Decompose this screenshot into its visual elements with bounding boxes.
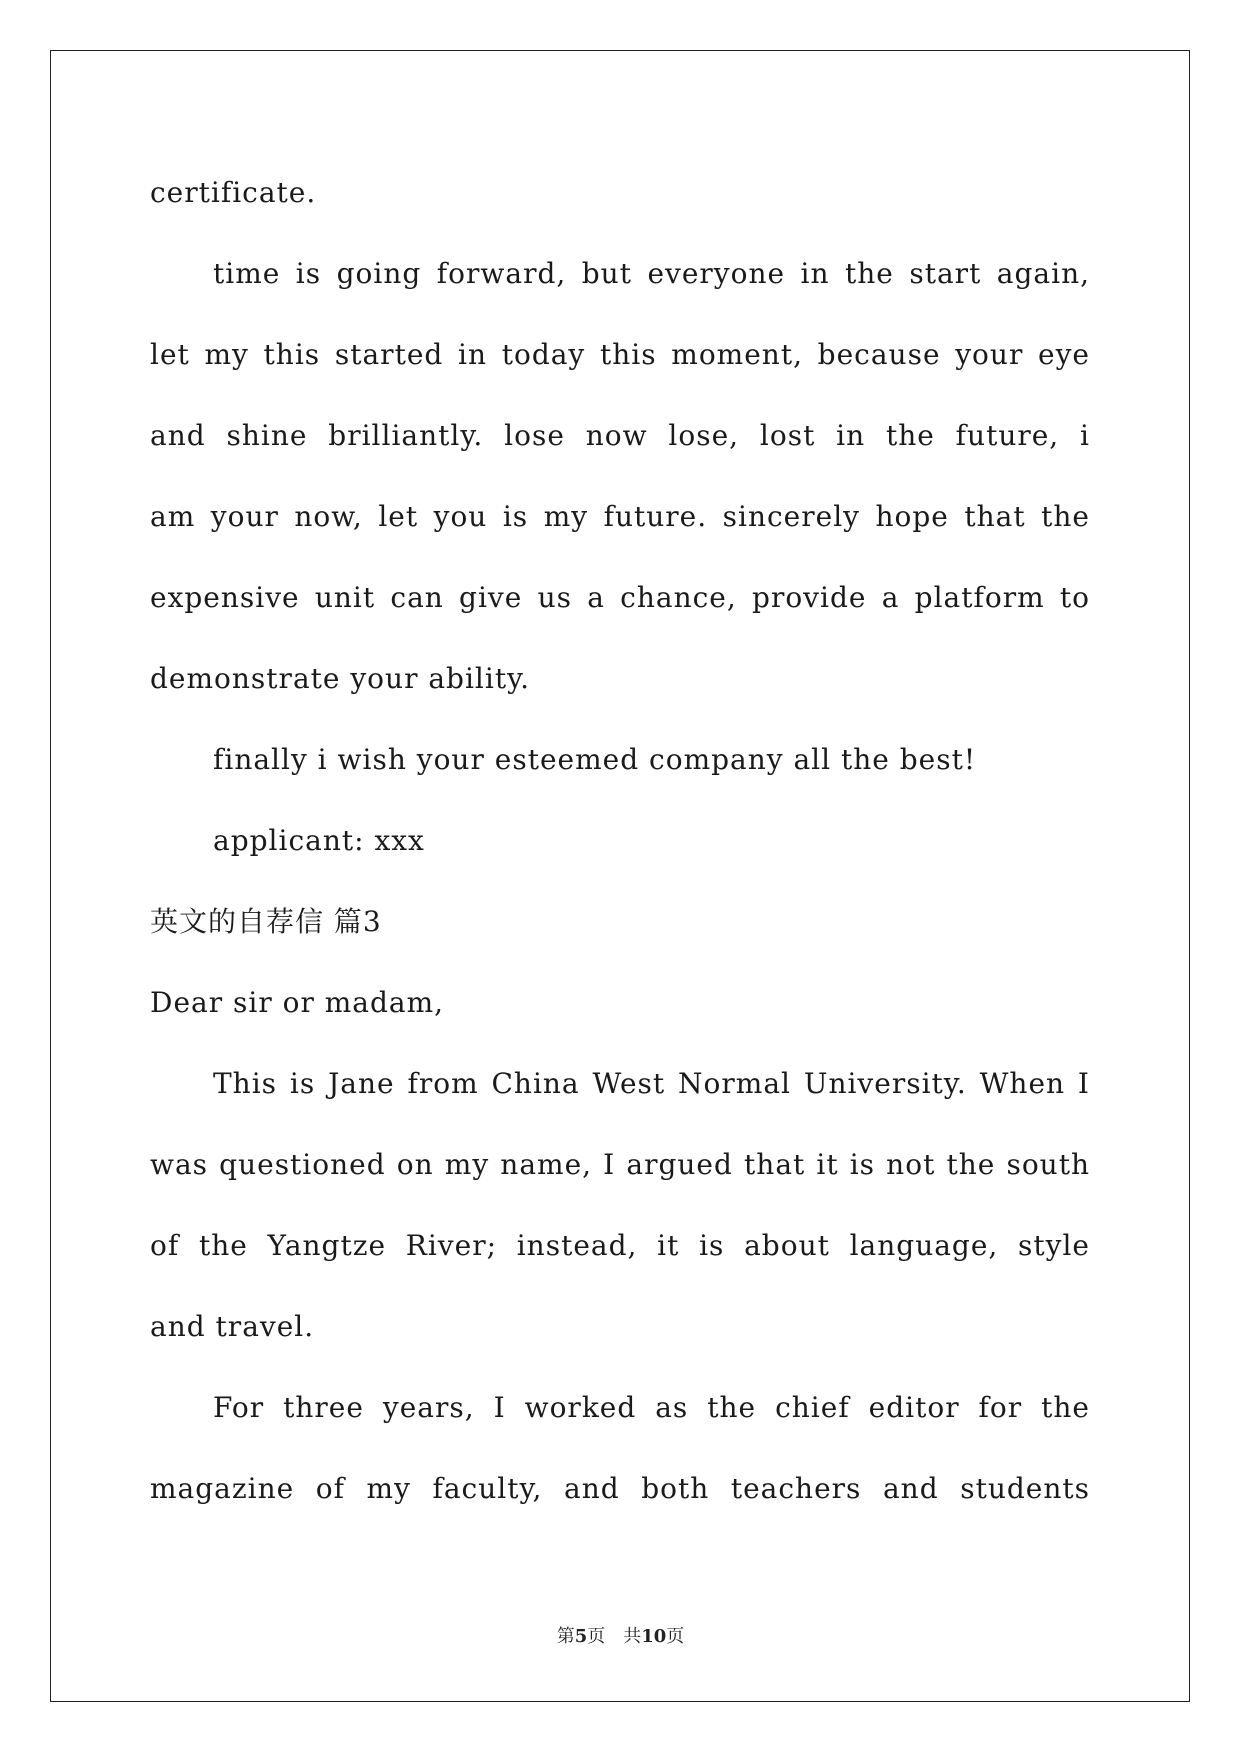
text-line: demonstrate your ability. [150,662,531,695]
text-line: applicant: xxx [213,824,425,857]
footer-page-total: 10 [641,1626,667,1647]
text-line: am your now, let you is my future. sincerely hope that the [150,500,1090,533]
salutation: Dear sir or madam, [150,986,445,1019]
text-line: For three years, I worked as the chief editor for the [213,1391,1090,1424]
text-line: finally i wish your esteemed company all the best! [213,743,977,776]
page-border [50,50,1190,1702]
footer-mid: 页 共 [587,1626,642,1647]
text-line: of the Yangtze River; instead, it is about language, style [150,1229,1090,1262]
text-line: certificate. [150,176,317,209]
text-line: was questioned on my name, I argued that it is not the south [150,1148,1090,1181]
text-line: magazine of my faculty, and both teachers and students [150,1472,1090,1505]
footer-page-number: 5 [574,1626,588,1647]
text-line: let my this started in today this moment, because your eye [150,338,1090,371]
section-heading: 英文的自荐信 篇3 [150,905,382,938]
page-footer [0,1626,1241,1648]
footer-suffix: 页 [666,1626,685,1647]
text-line: time is going forward, but everyone in the start again, [213,257,1090,290]
text-line: expensive unit can give us a chance, provide a platform to [150,581,1090,614]
text-line: This is Jane from China West Normal University. When I [213,1067,1090,1100]
text-line: and shine brilliantly. lose now lose, lost in the future, i [150,419,1090,452]
text-line: and travel. [150,1310,315,1343]
footer-prefix: 第 [556,1626,575,1647]
